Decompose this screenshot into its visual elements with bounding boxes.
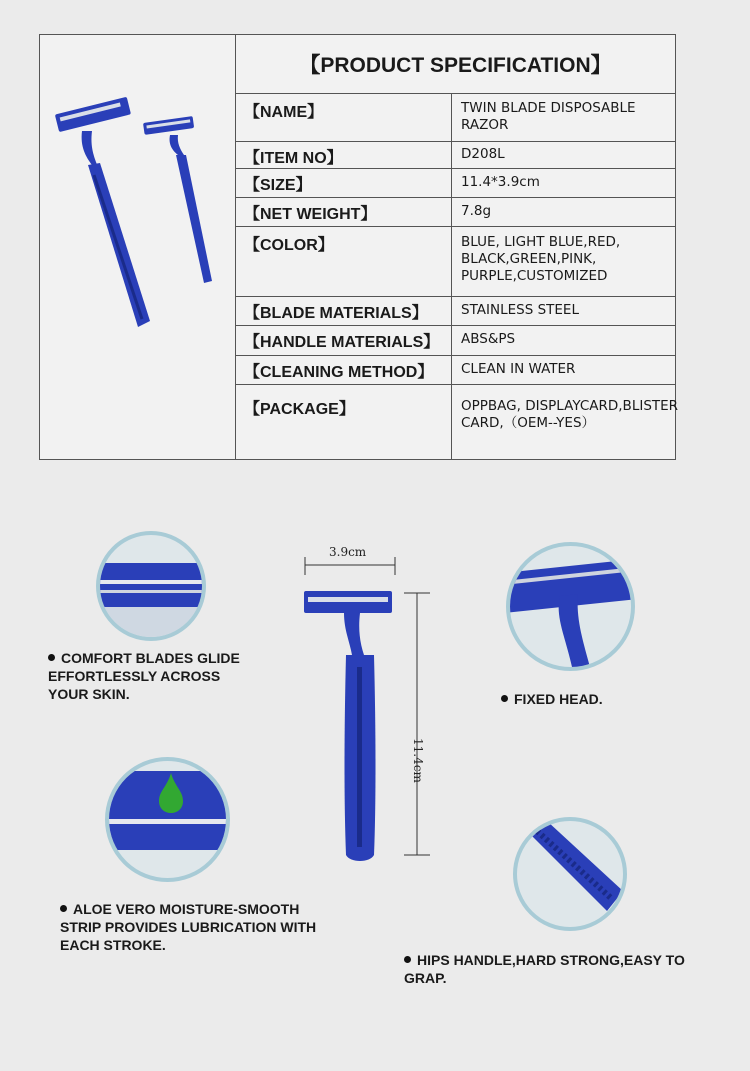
feature-handle-text: HIPS HANDLE,HARD STRONG,EASY TO GRAP.	[404, 952, 685, 986]
spec-label: 【ITEM NO】	[236, 141, 452, 168]
width-dimension-label: 3.9cm	[329, 545, 367, 559]
spec-label: 【HANDLE MATERIALS】	[236, 325, 452, 355]
comfort-blades-closeup	[96, 531, 206, 641]
spec-row-package	[236, 384, 679, 459]
spec-value: OPPBAG, DISPLAYCARD,BLISTER CARD,（OEM--YES）	[461, 398, 679, 431]
spec-value: STAINLESS STEEL	[461, 302, 579, 318]
spec-row-weight	[236, 197, 675, 227]
spec-row-name	[236, 93, 675, 142]
product-photo	[40, 35, 236, 459]
feature-comfort	[48, 649, 258, 703]
spec-label: 【BLADE MATERIALS】	[236, 296, 452, 325]
feature-fixed-head-text: FIXED HEAD.	[514, 691, 603, 707]
spec-label: 【PACKAGE】	[236, 384, 452, 459]
spec-label: 【COLOR】	[236, 226, 452, 296]
small-razor	[143, 116, 212, 283]
spec-value: BLUE, LIGHT BLUE,RED, BLACK,GREEN,PINK, PURPLE,CUSTOMIZED	[461, 234, 621, 284]
spec-label: 【SIZE】	[236, 168, 452, 197]
spec-title: 【PRODUCT SPECIFICATION】	[236, 35, 675, 94]
spec-label: 【CLEANING METHOD】	[236, 355, 452, 384]
spec-row-blade	[236, 296, 675, 326]
spec-row-handle	[236, 325, 675, 356]
spec-value: ABS&PS	[461, 331, 516, 347]
fixed-head-closeup	[506, 542, 635, 671]
feature-fixed-head	[501, 690, 603, 708]
feature-handle	[404, 951, 704, 987]
height-dimension-label: 11.4cm	[411, 738, 425, 783]
spec-label: 【NET WEIGHT】	[236, 197, 452, 226]
spec-value: CLEAN IN WATER	[461, 361, 576, 377]
feature-comfort-text: COMFORT BLADES GLIDE EFFORTLESSLY ACROSS YOUR SKIN.	[48, 650, 240, 702]
spec-row-item-no	[236, 141, 675, 169]
spec-row-cleaning	[236, 355, 675, 385]
spec-row-color	[236, 226, 675, 297]
spec-row-size	[236, 168, 675, 198]
spec-label: 【NAME】	[236, 93, 452, 141]
spec-value: D208L	[461, 146, 505, 162]
feature-aloe-text: ALOE VERO MOISTURE-SMOOTH STRIP PROVIDES LUBRICATION WITH EACH STROKE.	[60, 901, 317, 953]
aloe-strip-closeup	[105, 757, 230, 882]
center-razor-diagram	[300, 555, 450, 865]
large-razor	[55, 97, 150, 327]
spec-value: 7.8g	[461, 203, 492, 219]
spec-value: TWIN BLADE DISPOSABLE RAZOR	[461, 100, 636, 133]
razor-pair-image	[40, 35, 235, 335]
feature-aloe	[60, 900, 335, 954]
spec-table	[39, 34, 679, 460]
spec-value: 11.4*3.9cm	[461, 174, 540, 190]
handle-closeup	[513, 817, 627, 931]
